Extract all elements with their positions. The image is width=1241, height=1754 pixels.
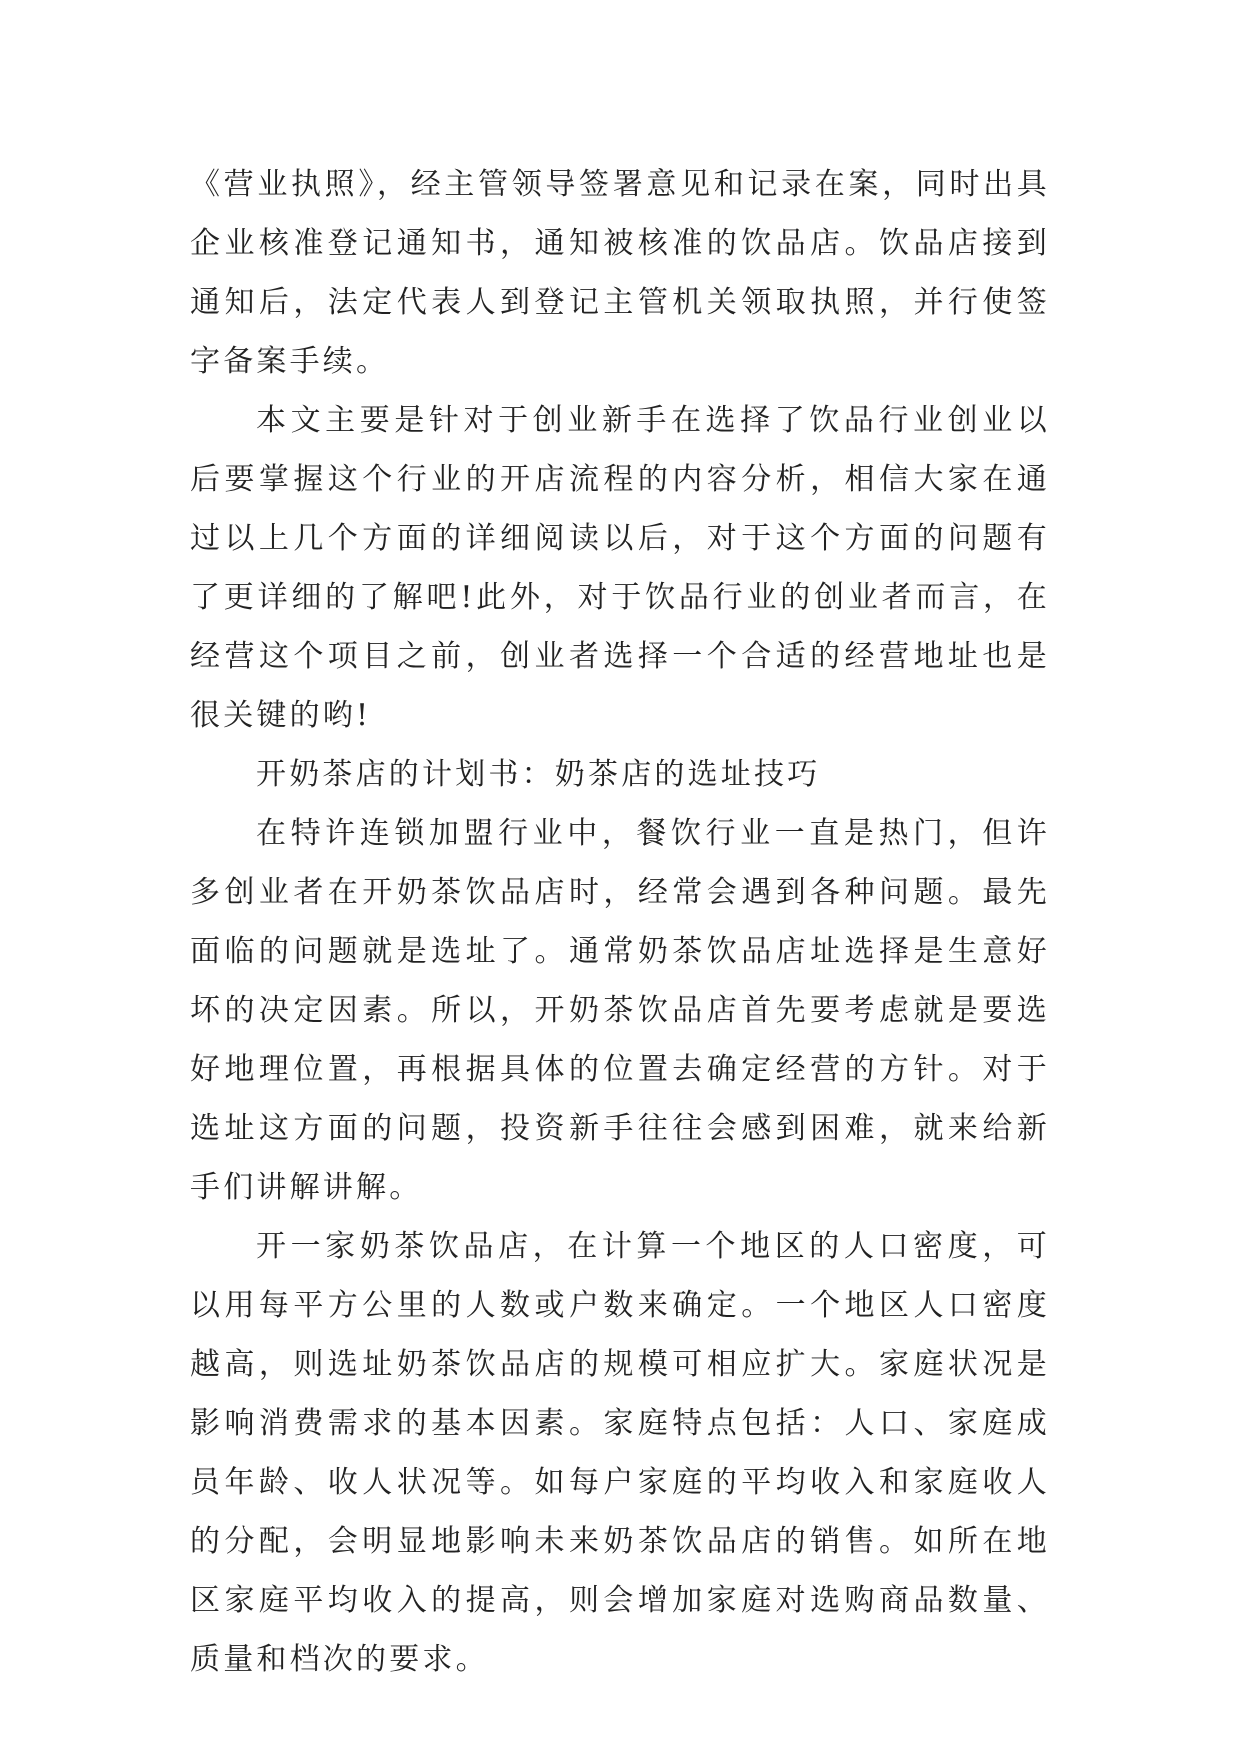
section-heading: 开奶茶店的计划书：奶茶店的选址技巧 xyxy=(256,757,821,792)
paragraph-summary: 本文主要是针对于创业新手在选择了饮品行业创业以后要掌握这个行业的开店流程的内容分析，相信大家在通过以上几个方面的详细阅读以后，对于这个方面的问题有了更详细的了解吧!此外，对于饮品行业的创业者而言，在经营这个项目之前，创业者选择一个合适的经营地址也是很关键的哟! xyxy=(190,403,1050,733)
paragraph-site-selection: 在特许连锁加盟行业中，餐饮行业一直是热门，但许多创业者在开奶茶饮品店时，经常会遇到各种问题。最先面临的问题就是选址了。通常奶茶饮品店址选择是生意好坏的决定因素。所以，开奶茶饮品店首先要考虑就是要选好地理位置，再根据具体的位置去确定经营的方针。对于选址这方面的问题，投资新手往往会感到困难，就来给新手们讲解讲解。 xyxy=(190,816,1050,1205)
paragraph-population-density: 开一家奶茶饮品店，在计算一个地区的人口密度，可以用每平方公里的人数或户数来确定。一个地区人口密度越高，则选址奶茶饮品店的规模可相应扩大。家庭状况是影响消费需求的基本因素。家庭特点包括：人口、家庭成员年龄、收人状况等。如每户家庭的平均收入和家庭收人的分配，会明显地影响未来奶茶饮品店的销售。如所在地区家庭平均收入的提高，则会增加家庭对选购商品数量、质量和档次的要求。 xyxy=(190,1229,1050,1677)
paragraph-business-license: 《营业执照》，经主管领导签署意见和记录在案，同时出具企业核准登记通知书，通知被核准的饮品店。饮品店接到通知后，法定代表人到登记主管机关领取执照，并行使签字备案手续。 xyxy=(190,167,1050,379)
body-text xyxy=(190,155,1050,1689)
